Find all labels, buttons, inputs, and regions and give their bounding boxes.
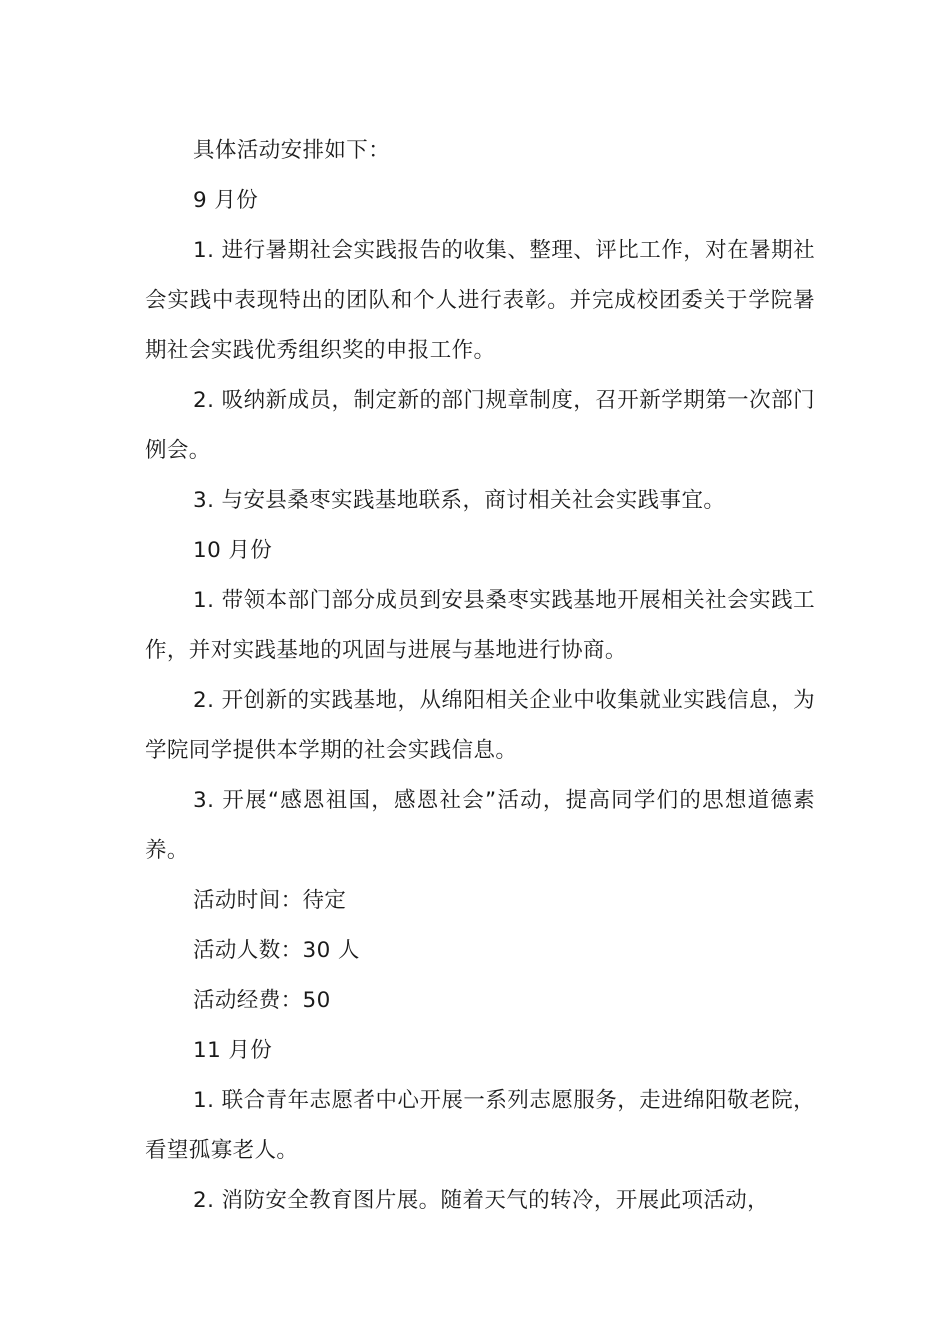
october-item-1: 1. 带领本部门部分成员到安县桑枣实践基地开展相关社会实践工作，并对实践基地的巩固与进展与基地进行协商。	[145, 588, 815, 663]
september-item-2: 2. 吸纳新成员，制定新的部门规章制度，召开新学期第一次部门例会。	[145, 388, 815, 463]
september-item-1: 1. 进行暑期社会实践报告的收集、整理、评比工作，对在暑期社会实践中表现特出的团队和个人进行表彰。并完成校团委关于学院暑期社会实践优秀组织奖的申报工作。	[145, 238, 815, 363]
activity-time: 活动时间：待定	[193, 888, 347, 913]
november-item-2: 2. 消防安全教育图片展。随着天气的转冷，开展此项活动，	[193, 1188, 770, 1213]
activity-headcount: 活动人数：30 人	[193, 938, 360, 963]
september-item-3: 3. 与安县桑枣实践基地联系，商讨相关社会实践事宜。	[193, 488, 726, 513]
october-item-3: 3. 开展“感恩祖国，感恩社会”活动，提高同学们的思想道德素养。	[145, 788, 815, 863]
month-heading-october: 10 月份	[193, 538, 273, 563]
october-item-2: 2. 开创新的实践基地，从绵阳相关企业中收集就业实践信息，为学院同学提供本学期的社会实践信息。	[145, 688, 815, 763]
month-heading-november: 11 月份	[193, 1038, 273, 1063]
november-item-1: 1. 联合青年志愿者中心开展一系列志愿服务，走进绵阳敬老院，看望孤寡老人。	[145, 1088, 815, 1163]
activity-budget: 活动经费：50	[193, 988, 331, 1013]
document-body	[145, 126, 815, 1226]
month-heading-september: 9 月份	[193, 188, 259, 213]
intro-paragraph: 具体活动安排如下：	[193, 138, 391, 163]
